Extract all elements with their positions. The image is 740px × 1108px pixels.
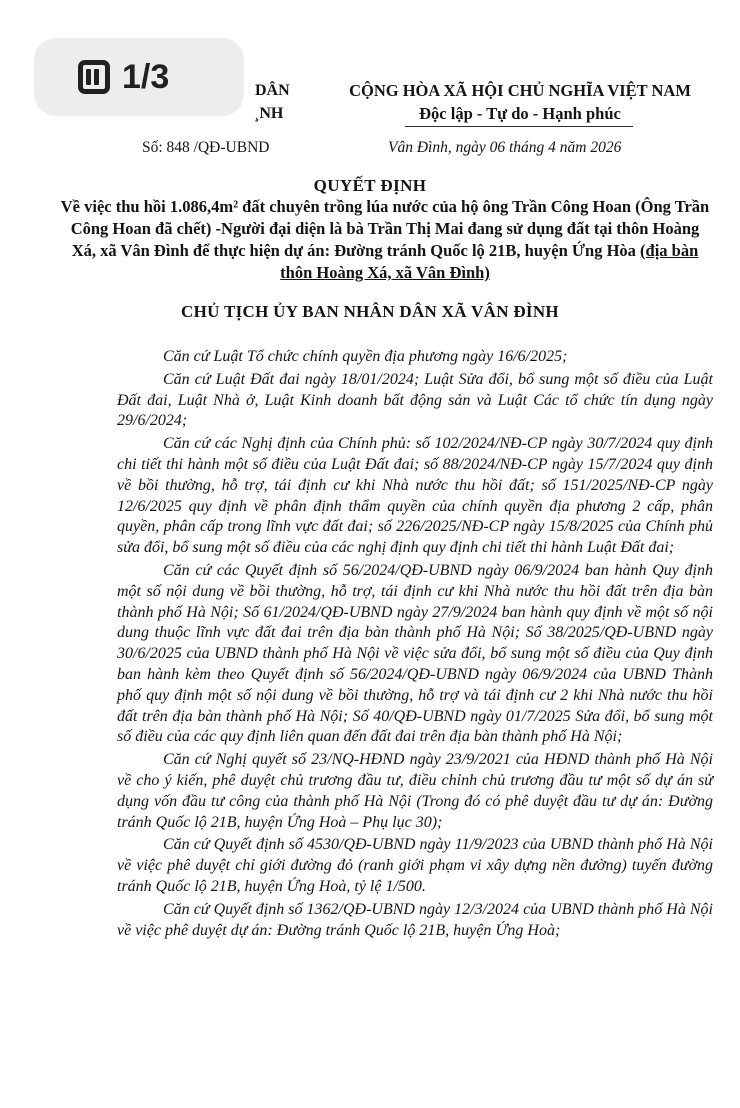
legal-basis-paragraph: Căn cứ Quyết định số 1362/QĐ-UBND ngày 12/3/2024 của UBND thành phố Hà Nội về việc phê duyệt dự án: Đường tránh Quốc lộ 21B, huyện Ứng Hoà; xyxy=(117,900,713,939)
issuer-name-line1: DÂN xyxy=(255,82,290,99)
decision-title: QUYẾT ĐỊNH xyxy=(313,176,427,195)
motto-underline xyxy=(405,126,633,127)
legal-basis-paragraph: Căn cứ các Quyết định số 56/2024/QĐ-UBND ngày 06/9/2024 ban hành Quy định một số nội dung về bồi thường, hỗ trợ, tái định cư khi Nhà nước thu hồi đất trên địa bàn thành phố Hà Nội; Số 61/2024/QĐ-UBND ngày 27/9/2024 ban hành quy định về một số nội dung thuộc lĩnh vực đất đai trên địa bàn thành phố Hà Nội; Số 38/2025/QĐ-UBND ngày 30/6/2025 của UBND thành phố Hà Nội về việc sửa đổi, bổ sung một số điều của Quy định ban hành kèm theo Quyết định số 56/2024/QĐ-UBND ngày 06/9/2024 của UBND Thành phố quy định một số nội dung về bồi thường, hỗ trợ và tái định cư 2 khi Nhà nước thu hồi đất trên địa bàn thành phố Hà Nội; Số 40/QĐ-UBND ngày 01/7/2025 Sửa đổi, bổ sung một số điều của các quy định liên quan đến đất đai trên địa bàn thành phố Hà Nội; xyxy=(117,561,713,746)
decision-subject xyxy=(60,196,710,284)
decision-subject-underlined: (địa bàn thôn Hoàng Xá, xã Vân Đình) xyxy=(280,241,699,282)
national-motto: Độc lập - Tự do - Hạnh phúc xyxy=(419,104,621,123)
document-number: Số: 848 /QĐ-UBND xyxy=(142,139,270,156)
legal-basis-paragraph: Căn cứ Nghị quyết số 23/NQ-HĐND ngày 23/9/2021 của HĐND thành phố Hà Nội về cho ý kiến, phê duyệt chủ trương đầu tư, điều chỉnh chủ trương đầu tư một số dự án sử dụng vốn đầu tư công của thành phố Hà Nội (Trong đó có phê duyệt đầu tư dự án: Đường tránh Quốc lộ 21B, huyện Ứng Hoà – Phụ lục 30); xyxy=(117,751,713,831)
issuing-authority: CHỦ TỊCH ỦY BAN NHÂN DÂN XÃ VÂN ĐÌNH xyxy=(181,302,559,321)
document-page-icon xyxy=(78,60,110,94)
legal-basis-paragraph: Căn cứ Quyết định số 4530/QĐ-UBND ngày 11/9/2023 của UBND thành phố Hà Nội về việc phê duyệt chỉ giới đường đỏ (ranh giới phạm vi xây dựng nền đường) tuyến đường tránh Quốc lộ 21B, huyện Ứng Hoà, tỷ lệ 1/500. xyxy=(117,836,713,895)
legal-basis-paragraph: Căn cứ các Nghị định của Chính phủ: số 102/2024/NĐ-CP ngày 30/7/2024 quy định chi tiết thi hành một số điều của Luật Đất đai; số 88/2024/NĐ-CP ngày 15/7/2024 quy định về bồi thường, hỗ trợ, tái định cư khi Nhà nước thu hồi đất; số 151/2025/NĐ-CP ngày 12/6/2025 quy định về phân định thẩm quyền của chính quyền địa phương 2 cấp, phân quyền, phân cấp trong lĩnh vực đất đai; số 226/2025/NĐ-CP ngày 15/8/2025 của Chính phủ sửa đổi, bổ sung một số điều của các nghị định quy định chi tiết thi hành Luật Đất đai; xyxy=(117,435,713,557)
legal-basis-paragraph: Căn cứ Luật Đất đai ngày 18/01/2024; Luật Sửa đổi, bổ sung một số điều của Luật Đất đai, Luật Nhà ở, Luật Kinh doanh bất động sản và Luật Các tổ chức tín dụng ngày 29/6/2024; xyxy=(117,370,713,430)
legal-bases-section xyxy=(117,347,713,943)
page-count-text: 1/3 xyxy=(122,57,170,96)
issuer-name-line2: ¸NH xyxy=(254,105,284,122)
page-indicator-badge xyxy=(34,38,244,116)
national-title: CỘNG HÒA XÃ HỘI CHỦ NGHĨA VIỆT NAM xyxy=(349,81,691,100)
decision-subject-text: Về việc thu hồi 1.086,4m² đất chuyên trồng lúa nước của hộ ông Trần Công Hoan (Ông Trần Công Hoan đã chết) -Người đại diện là bà Trần Thị Mai đang sử dụng đất tại thôn Hoàng Xá, xã Vân Đình để thực hiện dự án: Đường tránh Quốc lộ 21B, huyện Ứng Hòa xyxy=(60,197,710,260)
place-and-date: Vân Đình, ngày 06 tháng 4 năm 2026 xyxy=(388,139,622,156)
legal-basis-paragraph: Căn cứ Luật Tổ chức chính quyền địa phương ngày 16/6/2025; xyxy=(163,348,568,365)
